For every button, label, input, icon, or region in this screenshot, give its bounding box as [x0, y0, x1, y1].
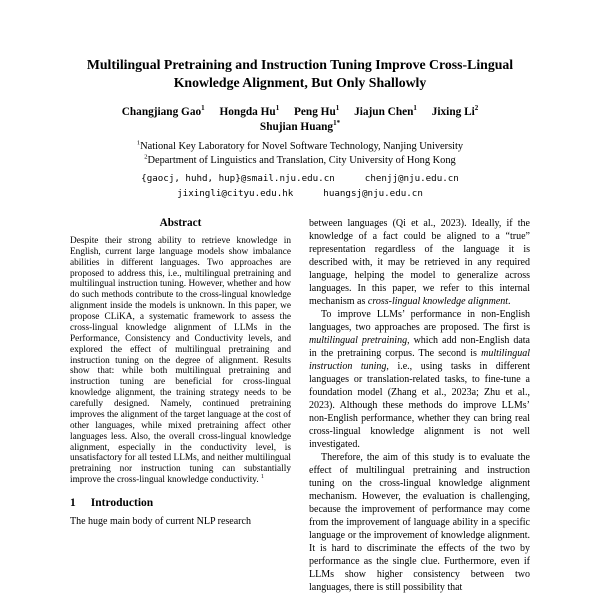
- author-affil-mark: 1: [275, 104, 280, 113]
- left-column: [70, 217, 291, 528]
- author-affil-mark: 1: [413, 104, 417, 113]
- paragraph-text: Therefore, the aim of this study is to evaluate the effect of multilingual pretraining and instruction tuning on the cross-lingual knowledge alignment mechanism. However, the evaluation is challenging, because the improvement of performance may come from the improvement of language ability in a specific language or the improvement of knowledge alignment. It is hard to discriminate the effects of the two by performance as the single clue. Furthermore, even if LLMs show higher consistency between two languages, there is still possibility that: [309, 451, 530, 593]
- emphasized-term: cross-lingual knowledge alignment: [367, 295, 509, 307]
- affil-mark: 1: [136, 139, 141, 147]
- paper-title-line2: Knowledge Alignment, But Only Shallowly: [173, 75, 427, 91]
- abstract-body: Despite their strong ability to retrieve knowledge in English, current large language models show imbalance abilities in different languages. Two approaches are proposed to address this, i.e., multilingual pretraining and multilingual instruction tuning. However, whether and how do such methods contribute to the cross-lingual knowledge alignment inside the models is unknown. In this paper, we propose CLiKA, a systematic framework to assess the cross-lingual knowledge alignment of LLMs in the Performance, Consistency and Conductivity levels, and explored the effect of multilingual pretraining and instruction tuning on the degree of alignment. Results show that: while both multilingual pretraining and instruction tuning are beneficial for cross-lingual knowledge alignment, the training strategy needs to be carefully designed. Namely, continued pretraining improves the alignment of the target language at the cost of other languages, while mixed pretraining affect other languages less. Also, the overall cross-lingual knowledge alignment, especially in the conductivity level, is unsatisfactory for all tested LLMs, and neither multilingual pretraining nor instruction tuning can substantially improve the cross-lingual knowledge conductivity.: [70, 235, 291, 486]
- paragraph-text: To improve LLMs’ performance in non-English languages, two approaches are proposed. The first is: [309, 308, 530, 333]
- paragraph-text: .: [508, 295, 511, 307]
- intro-first-line: The huge main body of current NLP research: [70, 516, 251, 528]
- author-name: Shujian Huang: [259, 121, 334, 134]
- paper-title-line1: Multilingual Pretraining and Instruction Tuning Improve Cross-Lingual: [86, 57, 514, 72]
- author: [432, 106, 479, 118]
- affil-mark: 2: [144, 153, 148, 161]
- email-address: chenjj@nju.edu.cn: [364, 173, 459, 185]
- author: [354, 106, 417, 118]
- author: [294, 106, 339, 118]
- body-paragraph: [309, 451, 530, 594]
- author-name: Jiajun Chen: [354, 106, 414, 119]
- author: [260, 121, 340, 133]
- author-affil-mark: 1: [201, 104, 205, 113]
- author-line: [70, 105, 530, 134]
- right-column: [309, 217, 530, 594]
- affiliation-1: [70, 140, 530, 154]
- email-address: huangsj@nju.edu.cn: [323, 188, 423, 200]
- paper-title: [70, 56, 530, 92]
- section-heading-introduction: [70, 497, 291, 509]
- author-affil-mark: 1*: [333, 119, 341, 128]
- paragraph-text: , i.e., using tasks in different languages or translation-related tasks, to fine-tune a foundation model (Zhang et al., 2023a; Zhu et al., 2023). Although these methods do improve LLMs’ non-English performance, whether they can bring real cross-lingual knowledge alignment is not well investigated.: [309, 360, 530, 450]
- body-paragraph: [309, 217, 530, 308]
- author: [219, 106, 279, 118]
- author-name: Changjiang Gao: [121, 106, 202, 119]
- author-affil-mark: 1: [335, 104, 340, 113]
- author-name: Peng Hu: [294, 106, 336, 119]
- abstract-heading: Abstract: [159, 216, 202, 229]
- section-number: 1: [70, 497, 76, 510]
- paragraph-text: , which add non-English data in the pretraining corpus. The second is: [309, 334, 530, 359]
- two-column-body: [70, 217, 530, 594]
- email-address: {gaocj, huhd, hup}@smail.nju.edu.cn: [141, 173, 335, 185]
- footnote-mark: 1: [260, 474, 264, 481]
- email-address: jixingli@cityu.edu.hk: [177, 188, 294, 200]
- email-block: [70, 172, 530, 201]
- author: [122, 106, 205, 118]
- author-name: Jixing Li: [431, 106, 475, 119]
- affiliation-text: Department of Linguistics and Translation, City University of Hong Kong: [147, 155, 456, 167]
- body-paragraph: [309, 308, 530, 451]
- email-row: [70, 172, 530, 187]
- emphasized-term: multilingual pretraining: [309, 334, 408, 346]
- paragraph-text: between languages (Qi et al., 2023). Ideally, if the knowledge of a fact could be aligned to a “true” representation regardless of the language it is described with, it may be retrieved in any required language, helping the model to generalize across languages. In this paper, we refer to this internal mechanism as: [309, 217, 530, 307]
- section-title: Introduction: [90, 497, 154, 510]
- author-affil-mark: 2: [474, 104, 479, 113]
- author-name: Hongda Hu: [219, 106, 276, 119]
- affiliation-text: National Key Laboratory for Novel Software Technology, Nanjing University: [140, 140, 464, 152]
- abstract-text: [70, 236, 291, 486]
- emphasized-term: multilingual instruction tuning: [309, 347, 530, 372]
- affiliation-2: [70, 154, 530, 168]
- affiliations: [70, 140, 530, 169]
- email-row: [70, 187, 530, 202]
